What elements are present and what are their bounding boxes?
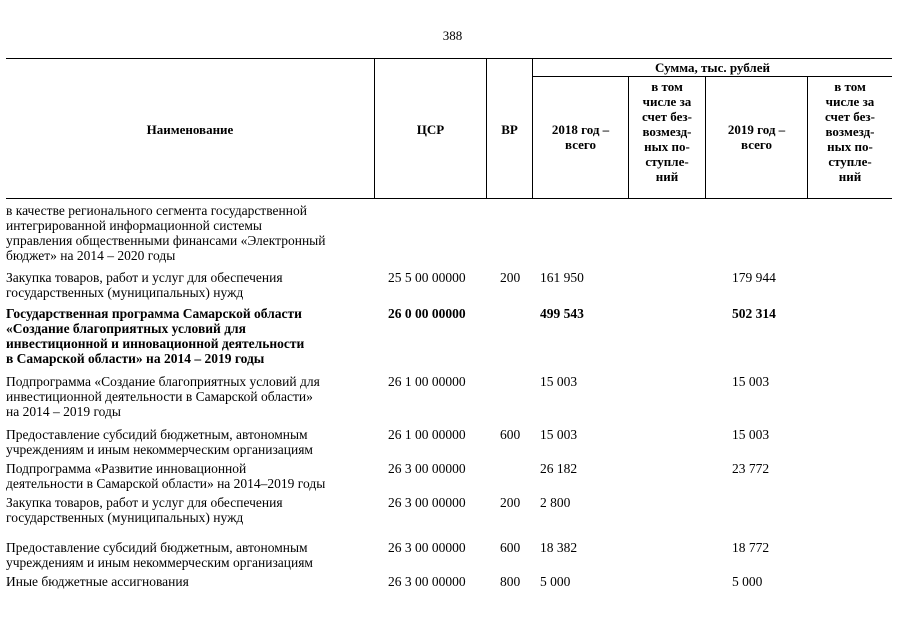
row-name-line: Подпрограмма «Создание благоприятных условий для (6, 374, 320, 389)
header-line: в том (834, 79, 866, 94)
row-name-line: Подпрограмма «Развитие инновационной (6, 461, 247, 476)
page-number: 388 (442, 28, 463, 43)
row-name (6, 540, 386, 570)
header-line: числе за (825, 94, 875, 109)
row-csr: 25 5 00 00000 (388, 270, 466, 285)
row-2018-total: 161 950 (540, 270, 584, 285)
row-name-line: на 2014 – 2019 годы (6, 404, 121, 419)
header-line: 2018 год – (551, 122, 610, 137)
row-2019-total: 179 944 (732, 270, 776, 285)
row-name-line: инвестиционной и инновационной деятельности (6, 336, 305, 351)
header-2018-free (629, 79, 705, 184)
row-vr: 800 (500, 574, 521, 589)
row-2018-total: 5 000 (540, 574, 571, 589)
header-line: ступле- (828, 154, 872, 169)
row-csr: 26 3 00 00000 (388, 574, 466, 589)
row-name-line: деятельности в Самарской области» на 2014–2019 годы (6, 476, 326, 491)
row-csr: 26 3 00 00000 (388, 495, 466, 510)
header-top-rule (6, 58, 892, 59)
row-name (6, 495, 386, 525)
header-sum-group: Сумма, тыс. рублей (655, 60, 770, 75)
row-vr: 200 (500, 495, 521, 510)
row-2018-total: 15 003 (540, 374, 578, 389)
row-2018-total: 499 543 (540, 306, 584, 321)
header-2019-total (706, 122, 807, 152)
header-2018-total (533, 122, 628, 152)
row-name (6, 374, 386, 419)
row-2018-total: 18 382 (540, 540, 578, 555)
row-2018-total: 2 800 (540, 495, 571, 510)
row-2019-total: 18 772 (732, 540, 770, 555)
row-name-line: управления общественными финансами «Электронный (6, 233, 326, 248)
row-name-line: бюджет» на 2014 – 2020 годы (6, 248, 176, 263)
row-name-line: Государственная программа Самарской области (6, 306, 302, 321)
header-name: Наименование (146, 122, 234, 137)
row-name (6, 574, 386, 589)
row-name-line: Закупка товаров, работ и услуг для обеспечения (6, 495, 283, 510)
row-name-line: Предоставление субсидий бюджетным, автономным (6, 427, 308, 442)
row-name (6, 270, 386, 300)
header-line: возмезд- (642, 124, 692, 139)
row-csr: 26 3 00 00000 (388, 540, 466, 555)
header-line: счет без- (642, 109, 692, 124)
row-name-line: в качестве регионального сегмента государственной (6, 203, 307, 218)
header-vr: ВР (501, 122, 518, 137)
header-line: ных по- (827, 139, 873, 154)
row-2019-total: 502 314 (732, 306, 776, 321)
row-name-line: инвестиционной деятельности в Самарской области» (6, 389, 313, 404)
header-bottom-rule (6, 198, 892, 199)
row-name-line: Иные бюджетные ассигнования (6, 574, 189, 589)
row-csr: 26 3 00 00000 (388, 461, 466, 476)
header-line: возмезд- (825, 124, 875, 139)
header-line: числе за (642, 94, 692, 109)
header-line: ний (655, 169, 679, 184)
row-vr: 600 (500, 427, 521, 442)
row-csr: 26 1 00 00000 (388, 374, 466, 389)
row-name-line: в Самарской области» на 2014 – 2019 годы (6, 351, 265, 366)
row-name-line: учреждениям и иным некоммерческим организациям (6, 555, 313, 570)
header-line: всего (565, 137, 596, 152)
header-line: в том (651, 79, 683, 94)
row-2019-total: 15 003 (732, 427, 770, 442)
header-csr: ЦСР (416, 122, 445, 137)
row-2018-total: 15 003 (540, 427, 578, 442)
header-line: ступле- (645, 154, 689, 169)
header-2019-free (808, 79, 892, 184)
row-name-line: Закупка товаров, работ и услуг для обеспечения (6, 270, 283, 285)
header-line: 2019 год – (727, 122, 786, 137)
row-name (6, 461, 386, 491)
header-line: счет без- (825, 109, 875, 124)
row-name-line: государственных (муниципальных) нужд (6, 510, 244, 525)
row-2019-total: 15 003 (732, 374, 770, 389)
sum-group-rule (532, 76, 892, 77)
header-line: всего (741, 137, 772, 152)
row-2019-total: 23 772 (732, 461, 770, 476)
row-vr: 200 (500, 270, 521, 285)
row-name (6, 427, 386, 457)
header-line: ний (838, 169, 862, 184)
header-line: ных по- (644, 139, 690, 154)
row-vr: 600 (500, 540, 521, 555)
row-name-line: Предоставление субсидий бюджетным, автономным (6, 540, 308, 555)
row-csr: 26 0 00 00000 (388, 306, 466, 321)
row-name-line: учреждениям и иным некоммерческим организациям (6, 442, 313, 457)
row-csr: 26 1 00 00000 (388, 427, 466, 442)
row-2019-total: 5 000 (732, 574, 763, 589)
row-name-line: «Создание благоприятных условий для (6, 321, 246, 336)
row-name-line: государственных (муниципальных) нужд (6, 285, 244, 300)
row-name (6, 203, 386, 263)
row-2018-total: 26 182 (540, 461, 578, 476)
row-name-line: интегрированной информационной системы (6, 218, 262, 233)
row-name (6, 306, 386, 366)
